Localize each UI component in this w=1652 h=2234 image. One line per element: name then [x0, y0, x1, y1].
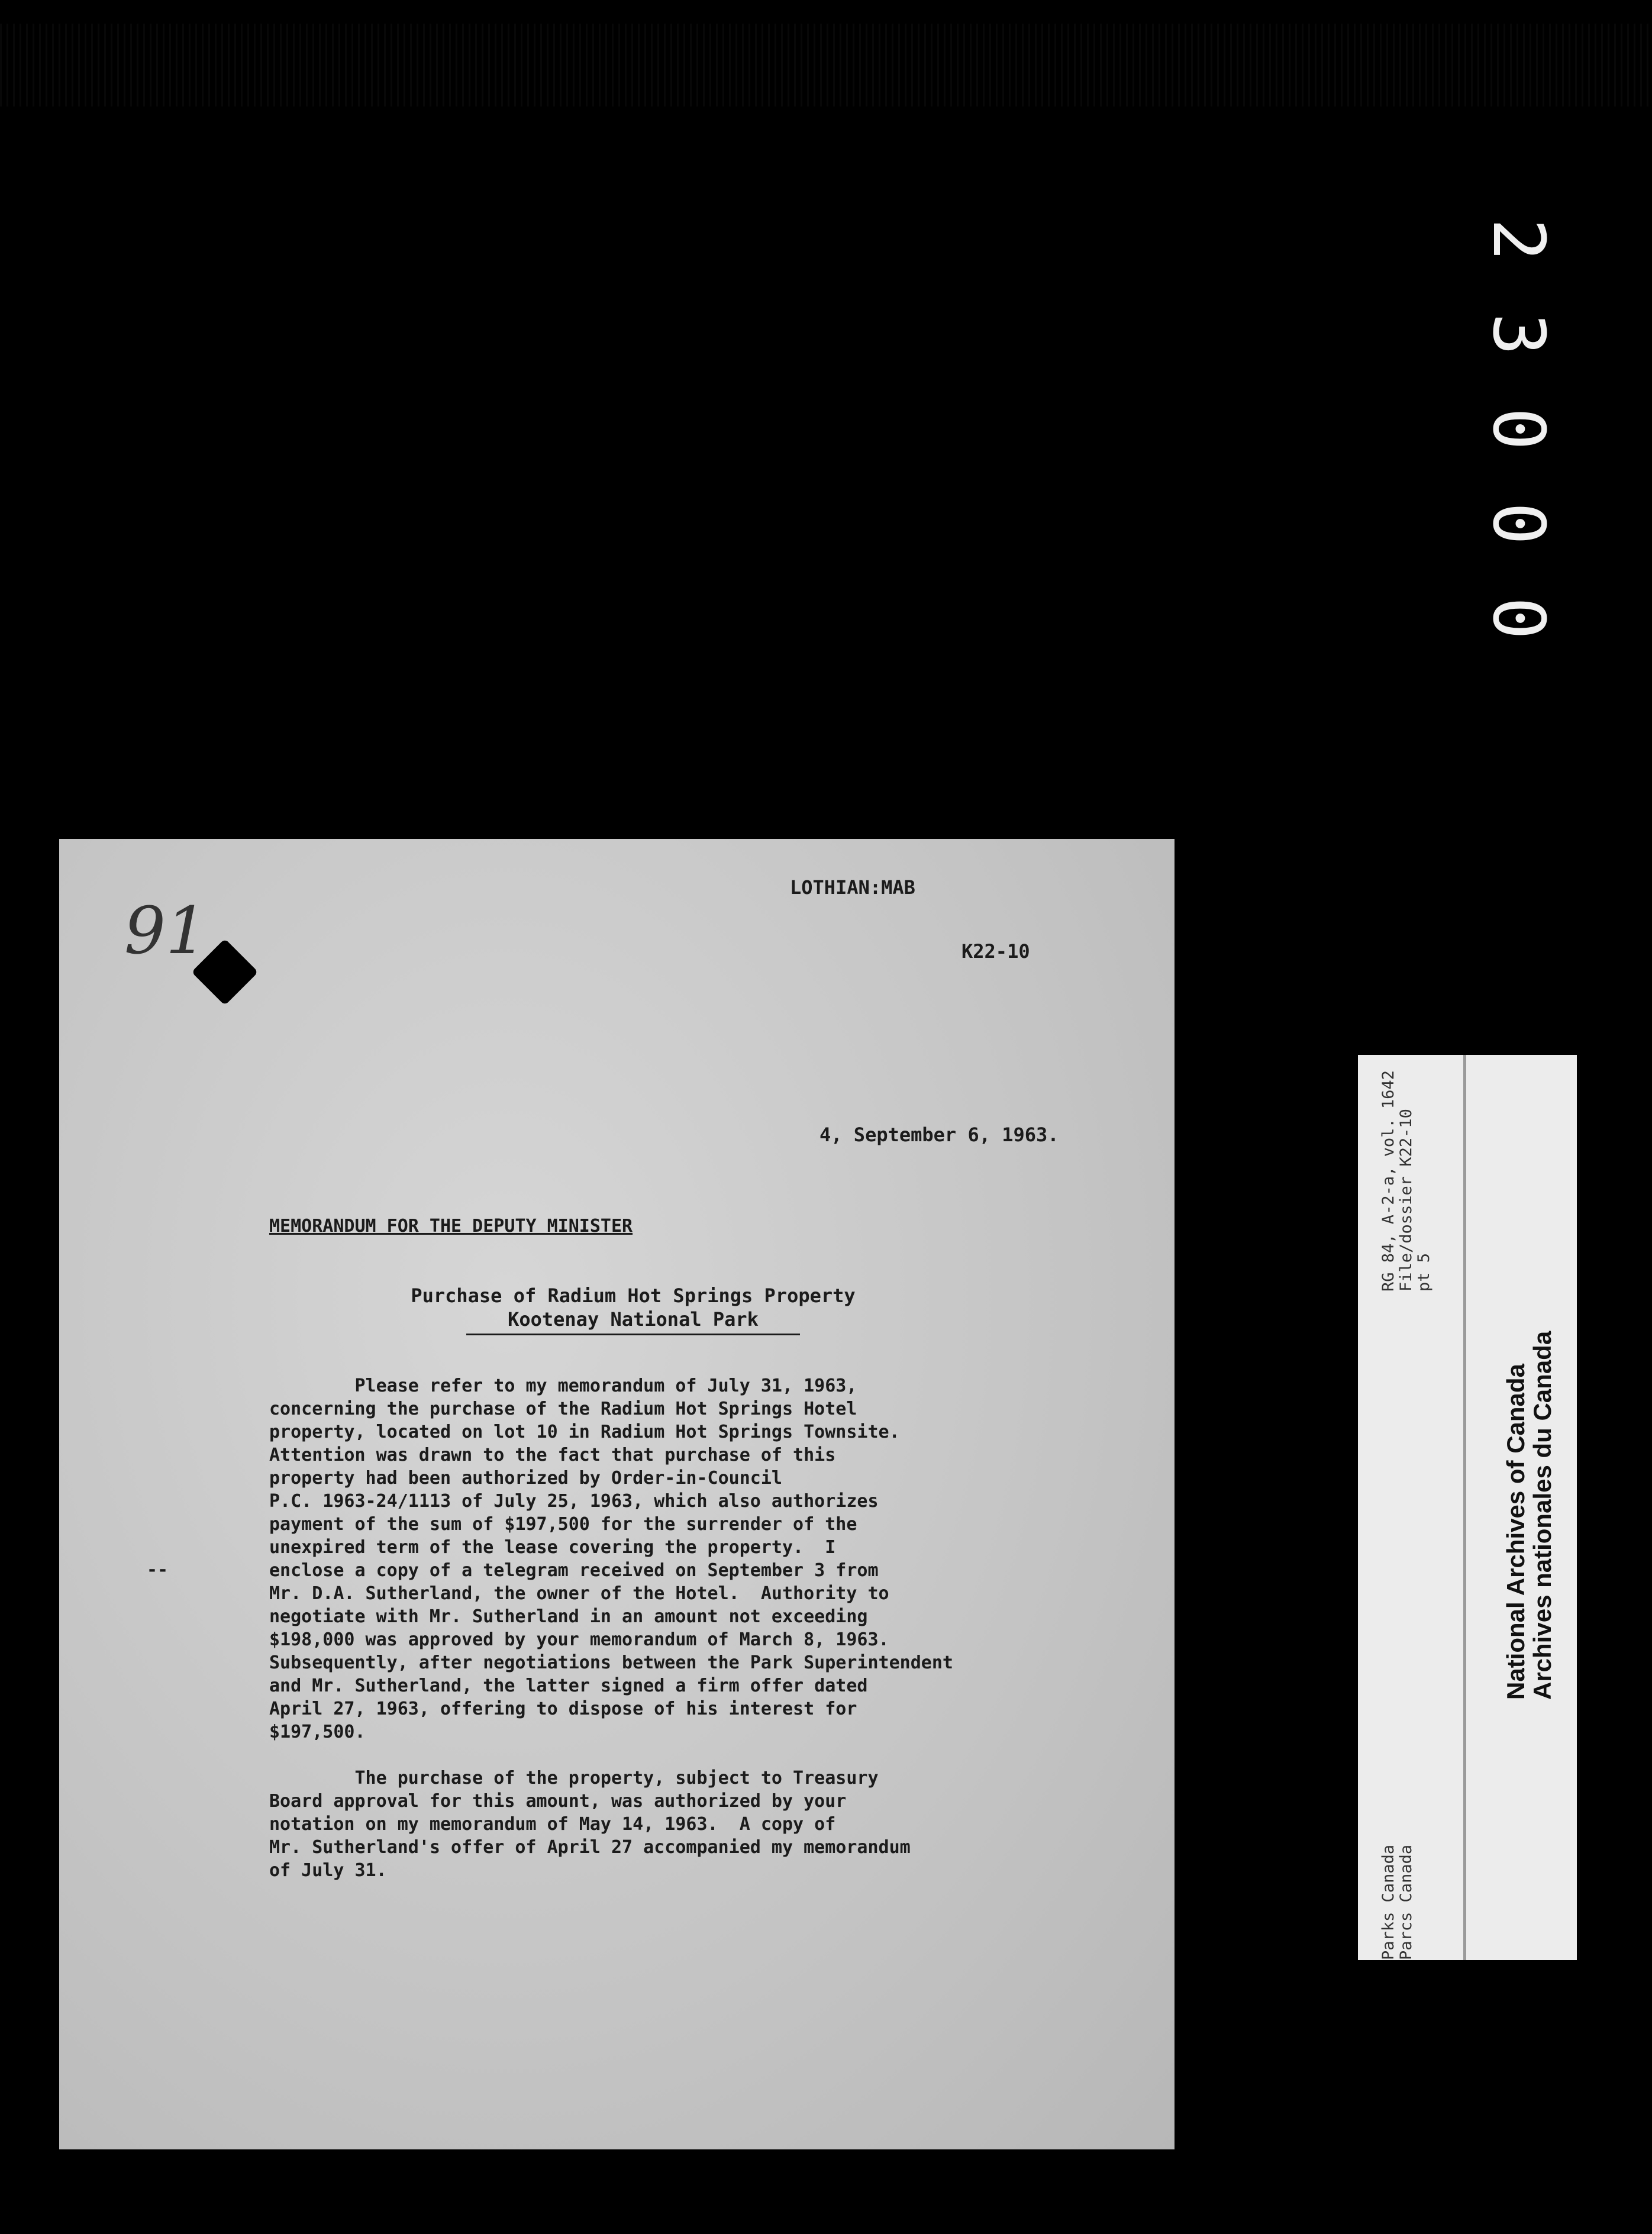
handwritten-folio: 91: [124, 893, 207, 969]
subject-line: Kootenay National Park: [466, 1308, 800, 1335]
label-divider: [1463, 1055, 1466, 1960]
subject-line: Purchase of Radium Hot Springs Property: [411, 1284, 856, 1307]
frame-digit: 0: [1477, 502, 1559, 545]
frame-number: [1473, 213, 1562, 686]
agency-name-fr: Parcs Canada: [1397, 1844, 1415, 1960]
archival-reference: pt 5: [1415, 1252, 1433, 1292]
agency-name-en: Parks Canada: [1379, 1844, 1398, 1960]
memo-heading: MEMORANDUM FOR THE DEPUTY MINISTER: [269, 1216, 633, 1237]
film-edge-noise: [0, 24, 1652, 106]
archival-reference: RG 84, A-2-a, vol. 1642: [1379, 1070, 1398, 1292]
reference-initials: LOTHIAN:MAB: [790, 876, 915, 899]
frame-digit: 3: [1477, 312, 1559, 356]
memo-page: [59, 839, 1175, 2149]
frame-digit: 0: [1477, 407, 1559, 451]
paragraph: Please refer to my memorandum of July 31, 1963, concerning the purchase of the Radium Hot Springs Hotel property, located on lot 10 in Radium Hot Springs Townsite. Attention was drawn to the fact that purchase of this property had been authorized by Order-in-Council P.C. 1963-24/1113 of July 25, 1963, which also authorizes payment of the sum of $197,500 for the surrender of the unexpired term of the lease covering the property. I enclose a copy of a telegram received on September 3 from Mr. D.A. Sutherland, the owner of the Hotel. Authority to negotiate with Mr. Sutherland in an amount not exceeding $198,000 was approved by your memorandum of March 8, 1963. Subsequently, after negotiations between the Park Superintendent and Mr. Sutherland, the latter signed a firm offer dated April 27, 1963, offering to dispose of his interest for $197,500.: [269, 1376, 953, 1742]
archives-name-fr: Archives nationales du Canada: [1528, 1331, 1556, 1700]
paragraph: The purchase of the property, subject to Treasury Board approval for this amount, was authorized by your notation on my memorandum of May 14, 1963. A copy of Mr. Sutherland's offer of April 27 accompanied my memorandum of July 31.: [269, 1768, 911, 1881]
memo-subject: [391, 1284, 876, 1335]
archives-name-en: National Archives of Canada: [1502, 1364, 1530, 1700]
frame-digit: 2: [1477, 218, 1559, 262]
memo-body: [269, 1374, 1086, 1882]
frame-digit: 0: [1477, 596, 1559, 640]
file-number: K22-10: [961, 940, 1030, 963]
margin-mark: --: [147, 1560, 169, 1580]
archival-label: [1358, 1055, 1577, 1960]
memo-date: 4, September 6, 1963.: [819, 1124, 1059, 1146]
archival-reference: File/dossier K22-10: [1397, 1109, 1415, 1292]
